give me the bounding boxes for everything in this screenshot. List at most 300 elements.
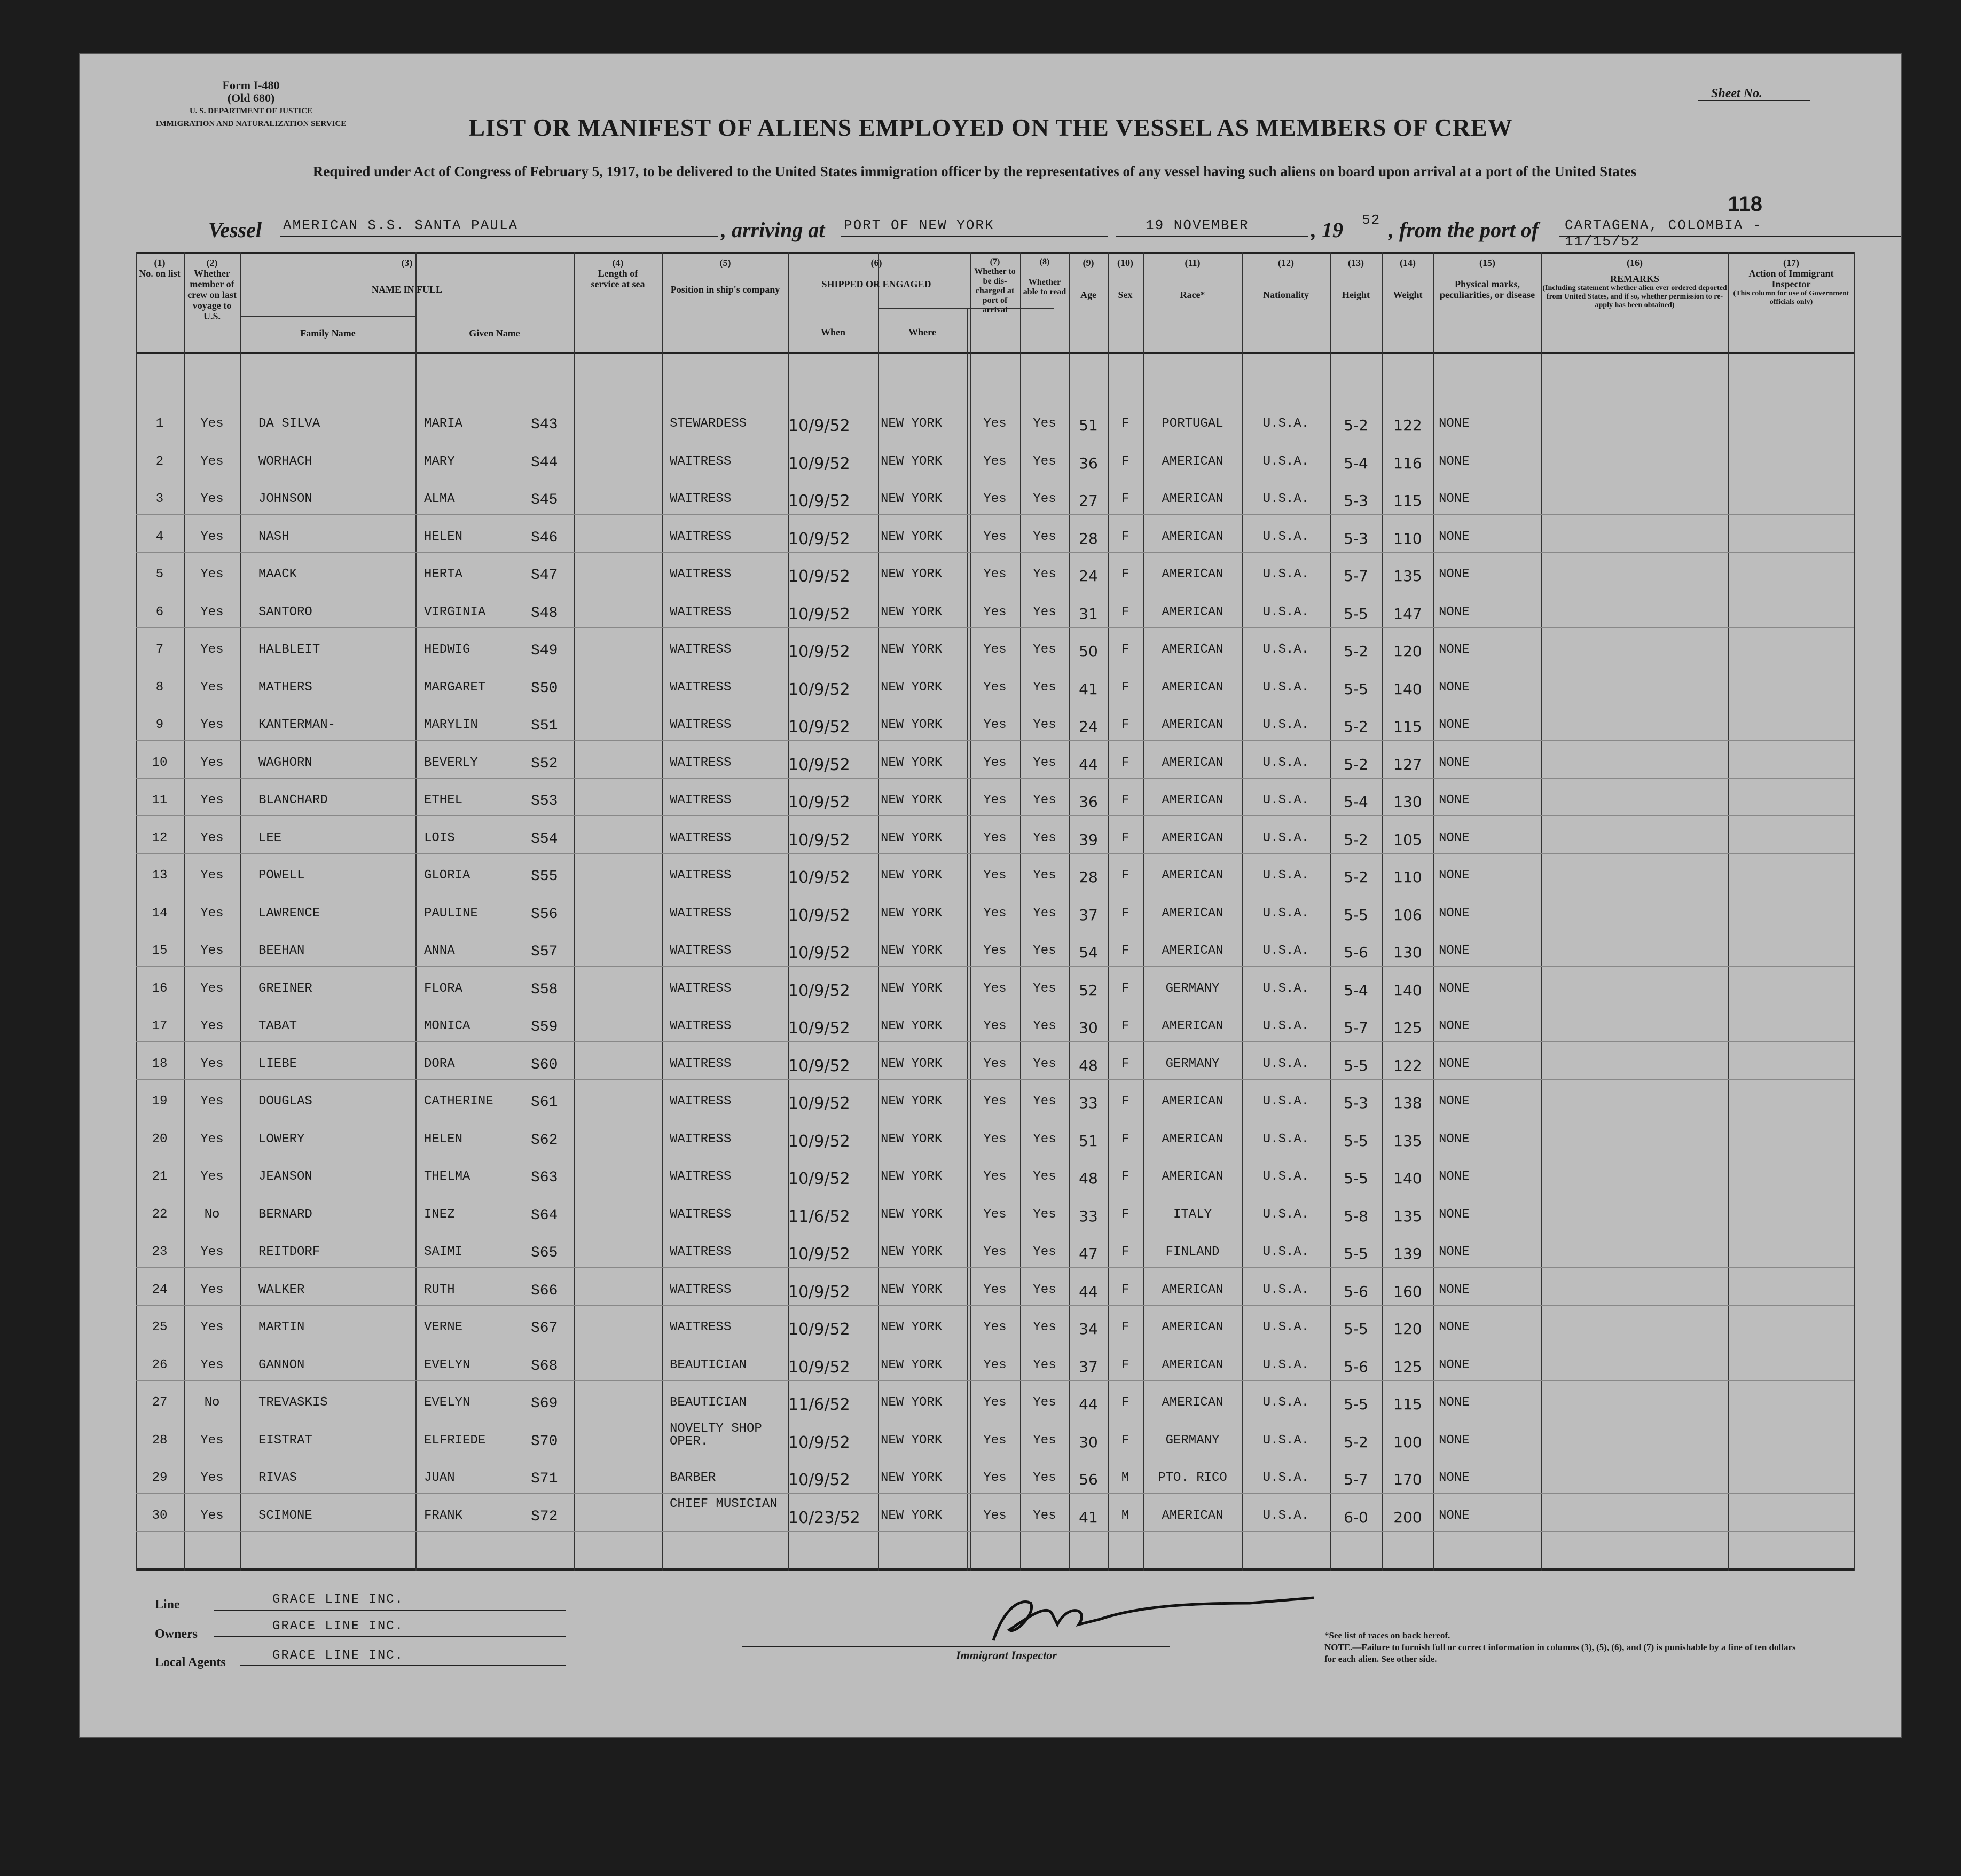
cell-marks: NONE — [1439, 1056, 1470, 1071]
cell-sex: F — [1121, 417, 1129, 431]
cell-code: S54 — [531, 830, 558, 847]
cell-sex: F — [1121, 1357, 1129, 1372]
cell-when: 10/9/52 — [788, 1433, 850, 1452]
cell-given: HERTA — [424, 567, 463, 582]
cell-no: 14 — [152, 906, 168, 921]
cell-family: MAACK — [258, 567, 297, 582]
cell-read: Yes — [1033, 1094, 1056, 1109]
cell-disch: Yes — [983, 1132, 1007, 1147]
cell-family: WAGHORN — [258, 755, 312, 770]
cell-code: S58 — [531, 981, 558, 998]
cell-where: NEW YORK — [881, 1094, 943, 1109]
manifest-sheet — [79, 53, 1902, 1738]
cell-read: Yes — [1033, 981, 1056, 996]
cell-position: WAITRESS — [670, 981, 732, 996]
cell-read: Yes — [1033, 492, 1056, 506]
col15-header: (15) Physical marks, peculiarities, or disease — [1439, 257, 1535, 300]
cell-where: NEW YORK — [881, 1508, 943, 1523]
cell-age: 33 — [1079, 1207, 1098, 1225]
cell-last: Yes — [200, 981, 224, 996]
cell-code: S63 — [531, 1169, 558, 1186]
cell-where: NEW YORK — [881, 1019, 943, 1033]
cell-no: 3 — [155, 492, 164, 506]
cell-no: 6 — [155, 605, 164, 619]
cell-given: BEVERLY — [424, 755, 478, 770]
cell-sex: F — [1121, 605, 1129, 619]
cell-weight: 130 — [1393, 793, 1422, 811]
cell-height: 5-6 — [1344, 944, 1368, 961]
cell-position: WAITRESS — [670, 642, 732, 657]
cell-nat: U.S.A. — [1262, 755, 1309, 770]
cell-family: TREVASKIS — [258, 1395, 328, 1410]
cell-when: 10/9/52 — [788, 868, 850, 887]
cell-where: NEW YORK — [881, 1169, 943, 1184]
cell-where: NEW YORK — [881, 755, 943, 770]
cell-when: 10/9/52 — [788, 1094, 850, 1113]
col10-header: (10) Sex — [1117, 257, 1133, 300]
cell-weight: 120 — [1393, 642, 1422, 660]
cell-weight: 135 — [1393, 567, 1422, 585]
cell-marks: NONE — [1439, 417, 1470, 431]
cell-marks: NONE — [1439, 680, 1470, 695]
cell-height: 5-6 — [1344, 1357, 1368, 1376]
cell-when: 10/9/52 — [788, 981, 850, 1000]
cell-disch: Yes — [983, 1207, 1007, 1222]
cell-read: Yes — [1033, 1169, 1056, 1184]
cell-weight: 140 — [1393, 680, 1422, 698]
cell-family: JOHNSON — [258, 492, 312, 506]
cell-marks: NONE — [1439, 1094, 1470, 1109]
cell-age: 37 — [1079, 1357, 1098, 1376]
cell-where: NEW YORK — [881, 1357, 943, 1372]
cell-when: 10/9/52 — [788, 529, 850, 548]
cell-no: 17 — [152, 1019, 168, 1033]
cell-last: Yes — [200, 454, 224, 469]
cell-disch: Yes — [983, 1169, 1007, 1184]
cell-sex: F — [1121, 680, 1129, 695]
cell-position: WAITRESS — [670, 944, 732, 958]
cell-where: NEW YORK — [881, 417, 943, 431]
cell-weight: 135 — [1393, 1207, 1422, 1225]
cell-sex: F — [1121, 1169, 1129, 1184]
form-number: Form I-480 — [222, 79, 280, 92]
cell-last: Yes — [200, 1320, 224, 1335]
cell-position: WAITRESS — [670, 906, 732, 921]
cell-no: 20 — [152, 1132, 168, 1147]
cell-age: 39 — [1079, 830, 1098, 849]
cell-code: S44 — [531, 454, 558, 471]
cell-where: NEW YORK — [881, 529, 943, 544]
cell-weight: 105 — [1393, 830, 1422, 849]
inspector-label: Immigrant Inspector — [956, 1649, 1057, 1662]
cell-race: GERMANY — [1165, 981, 1220, 996]
cell-read: Yes — [1033, 1395, 1056, 1410]
cell-nat: U.S.A. — [1262, 1471, 1309, 1485]
cell-weight: 115 — [1393, 1395, 1422, 1413]
cell-height: 5-5 — [1344, 680, 1368, 698]
cell-race: PTO. RICO — [1158, 1471, 1227, 1485]
cell-last: No — [204, 1207, 220, 1222]
cell-age: 36 — [1079, 454, 1098, 472]
cell-where: NEW YORK — [881, 454, 943, 469]
cell-family: GREINER — [258, 981, 312, 996]
cell-given: EVELYN — [424, 1357, 470, 1372]
cell-weight: 115 — [1393, 718, 1422, 735]
cell-race: AMERICAN — [1162, 680, 1223, 695]
cell-read: Yes — [1033, 830, 1056, 845]
cell-sex: F — [1121, 718, 1129, 732]
cell-age: 34 — [1079, 1320, 1098, 1338]
cell-where: NEW YORK — [881, 680, 943, 695]
cell-height: 5-2 — [1344, 1433, 1368, 1451]
cell-family: DA SILVA — [258, 417, 320, 431]
arriving-label: , arriving at — [721, 218, 825, 242]
cell-family: KANTERMAN- — [258, 718, 336, 732]
cell-height: 5-7 — [1344, 1471, 1368, 1488]
cell-family: NASH — [258, 529, 289, 544]
cell-code: S60 — [531, 1056, 558, 1073]
cell-nat: U.S.A. — [1262, 906, 1309, 921]
cell-read: Yes — [1033, 1433, 1056, 1448]
cell-height: 5-7 — [1344, 567, 1368, 585]
cell-given: MARY — [424, 454, 455, 469]
given-name-header: Given Name — [469, 328, 520, 339]
cell-marks: NONE — [1439, 944, 1470, 958]
cell-age: 27 — [1079, 492, 1098, 509]
when-header: When — [820, 327, 845, 337]
cell-when: 10/9/52 — [788, 906, 850, 925]
cell-where: NEW YORK — [881, 1320, 943, 1335]
cell-when: 10/9/52 — [788, 793, 850, 812]
cell-race: AMERICAN — [1162, 718, 1223, 732]
cell-read: Yes — [1033, 793, 1056, 807]
cell-code: S53 — [531, 793, 558, 810]
cell-sex: F — [1121, 567, 1129, 582]
cell-disch: Yes — [983, 830, 1007, 845]
cell-weight: 125 — [1393, 1019, 1422, 1037]
cell-no: 18 — [152, 1056, 168, 1071]
cell-disch: Yes — [983, 492, 1007, 506]
cell-read: Yes — [1033, 1320, 1056, 1335]
cell-weight: 135 — [1393, 1132, 1422, 1150]
cell-nat: U.S.A. — [1262, 1320, 1309, 1335]
col13-header: (13) Height — [1342, 257, 1370, 300]
arrival-port: PORT OF NEW YORK — [844, 217, 994, 233]
cell-last: Yes — [200, 755, 224, 770]
cell-code: S50 — [531, 680, 558, 697]
cell-disch: Yes — [983, 454, 1007, 469]
cell-marks: NONE — [1439, 492, 1470, 506]
cell-last: Yes — [200, 529, 224, 544]
cell-when: 10/9/52 — [788, 830, 850, 850]
cell-read: Yes — [1033, 1471, 1056, 1485]
cell-family: RIVAS — [258, 1471, 297, 1485]
col5-header: (5) Position in ship's company — [670, 257, 780, 295]
cell-disch: Yes — [983, 680, 1007, 695]
cell-when: 10/9/52 — [788, 1056, 850, 1076]
cell-where: NEW YORK — [881, 906, 943, 921]
cell-nat: U.S.A. — [1262, 1395, 1309, 1410]
cell-position: WAITRESS — [670, 567, 732, 582]
cell-family: SANTORO — [258, 605, 312, 619]
cell-disch: Yes — [983, 1094, 1007, 1109]
cell-marks: NONE — [1439, 1433, 1470, 1448]
cell-when: 10/9/52 — [788, 1132, 850, 1151]
cell-marks: NONE — [1439, 1019, 1470, 1033]
cell-height: 5-4 — [1344, 454, 1368, 472]
cell-sex: M — [1121, 1471, 1129, 1485]
cell-marks: NONE — [1439, 718, 1470, 732]
cell-no: 11 — [152, 793, 168, 807]
cell-position: STEWARDESS — [670, 417, 747, 431]
cell-given: MARGARET — [424, 680, 486, 695]
col3-header: (3) NAME IN FULL — [371, 257, 442, 295]
cell-code: S56 — [531, 906, 558, 923]
cell-disch: Yes — [983, 944, 1007, 958]
cell-height: 5-3 — [1344, 1094, 1368, 1112]
cell-given: FLORA — [424, 981, 463, 996]
cell-code: S46 — [531, 529, 558, 546]
cell-race: ITALY — [1173, 1207, 1212, 1222]
cell-no: 8 — [155, 680, 164, 695]
cell-weight: 122 — [1393, 1056, 1422, 1074]
cell-race: AMERICAN — [1162, 1132, 1223, 1147]
cell-height: 5-2 — [1344, 755, 1368, 773]
cell-read: Yes — [1033, 417, 1056, 431]
cell-no: 24 — [152, 1282, 168, 1297]
cell-disch: Yes — [983, 718, 1007, 732]
cell-sex: F — [1121, 454, 1129, 469]
cell-position: WAITRESS — [670, 454, 732, 469]
cell-position: BARBER — [670, 1471, 716, 1485]
cell-sex: F — [1121, 1019, 1129, 1033]
cell-when: 10/9/52 — [788, 417, 850, 435]
cell-code: S69 — [531, 1395, 558, 1412]
cell-position: WAITRESS — [670, 1207, 732, 1222]
cell-disch: Yes — [983, 1433, 1007, 1448]
cell-given: DORA — [424, 1056, 455, 1071]
cell-race: AMERICAN — [1162, 906, 1223, 921]
cell-given: FRANK — [424, 1508, 463, 1523]
cell-nat: U.S.A. — [1262, 868, 1309, 883]
cell-family: MARTIN — [258, 1320, 305, 1335]
cell-height: 5-5 — [1344, 1395, 1368, 1413]
cell-disch: Yes — [983, 1056, 1007, 1071]
cell-code: S61 — [531, 1094, 558, 1111]
cell-weight: 100 — [1393, 1433, 1422, 1451]
document-subtitle: Required under Act of Congress of February 5, 1917, to be delivered to the United States immigration officer by the representatives of any vessel having such aliens on board upon arrival at a port of the United States — [312, 163, 1637, 179]
cell-code: S59 — [531, 1019, 558, 1035]
vessel-label: Vessel — [208, 218, 262, 242]
cell-last: Yes — [200, 1433, 224, 1448]
cell-when: 10/9/52 — [788, 1245, 850, 1263]
cell-marks: NONE — [1439, 1357, 1470, 1372]
cell-code: S45 — [531, 492, 558, 508]
agents-value: GRACE LINE INC. — [272, 1649, 404, 1663]
cell-marks: NONE — [1439, 454, 1470, 469]
cell-family: BEEHAN — [258, 944, 305, 958]
cell-age: 30 — [1079, 1019, 1098, 1037]
cell-given: ELFRIEDE — [424, 1433, 486, 1448]
cell-when: 10/9/52 — [788, 1019, 850, 1038]
cell-height: 5-5 — [1344, 1132, 1368, 1150]
cell-no: 23 — [152, 1245, 168, 1259]
cell-given: MONICA — [424, 1019, 470, 1033]
cell-no: 15 — [152, 944, 168, 958]
cell-last: Yes — [200, 1357, 224, 1372]
cell-height: 5-8 — [1344, 1207, 1368, 1225]
cell-marks: NONE — [1439, 1395, 1470, 1410]
cell-weight: 147 — [1393, 605, 1422, 623]
cell-read: Yes — [1033, 567, 1056, 582]
cell-when: 10/9/52 — [788, 680, 850, 699]
cell-age: 30 — [1079, 1433, 1098, 1451]
cell-sex: F — [1121, 868, 1129, 883]
vessel-name: AMERICAN S.S. SANTA PAULA — [283, 217, 519, 233]
cell-read: Yes — [1033, 1508, 1056, 1523]
cell-marks: NONE — [1439, 868, 1470, 883]
cell-position: WAITRESS — [670, 680, 732, 695]
cell-given: ALMA — [424, 492, 455, 506]
cell-last: Yes — [200, 793, 224, 807]
cell-given: HELEN — [424, 1132, 463, 1147]
cell-age: 47 — [1079, 1245, 1098, 1262]
cell-code: S57 — [531, 944, 558, 960]
cell-last: No — [204, 1395, 220, 1410]
cell-given: INEZ — [424, 1207, 455, 1222]
cell-weight: 139 — [1393, 1245, 1422, 1262]
cell-height: 5-3 — [1344, 529, 1368, 547]
cell-nat: U.S.A. — [1262, 1056, 1309, 1071]
cell-where: NEW YORK — [881, 567, 943, 582]
cell-last: Yes — [200, 1471, 224, 1485]
cell-nat: U.S.A. — [1262, 944, 1309, 958]
cell-last: Yes — [200, 1169, 224, 1184]
line-label: Line — [155, 1598, 180, 1612]
cell-read: Yes — [1033, 1056, 1056, 1071]
cell-marks: NONE — [1439, 755, 1470, 770]
cell-family: LOWERY — [258, 1132, 305, 1147]
cell-race: AMERICAN — [1162, 755, 1223, 770]
cell-position: WAITRESS — [670, 1056, 732, 1071]
cell-no: 16 — [152, 981, 168, 996]
cell-marks: NONE — [1439, 642, 1470, 657]
cell-disch: Yes — [983, 417, 1007, 431]
cell-marks: NONE — [1439, 1132, 1470, 1147]
cell-race: AMERICAN — [1162, 529, 1223, 544]
cell-nat: U.S.A. — [1262, 981, 1309, 996]
cell-disch: Yes — [983, 605, 1007, 619]
cell-height: 5-4 — [1344, 793, 1368, 811]
cell-weight: 116 — [1393, 454, 1422, 472]
cell-code: S64 — [531, 1207, 558, 1224]
cell-height: 5-2 — [1344, 718, 1368, 735]
cell-last: Yes — [200, 868, 224, 883]
cell-when: 10/9/52 — [788, 1471, 850, 1489]
cell-last: Yes — [200, 944, 224, 958]
cell-position: WAITRESS — [670, 868, 732, 883]
cell-weight: 138 — [1393, 1094, 1422, 1112]
cell-no: 19 — [152, 1094, 168, 1109]
cell-height: 5-5 — [1344, 906, 1368, 924]
cell-nat: U.S.A. — [1262, 1357, 1309, 1372]
cell-last: Yes — [200, 1132, 224, 1147]
cell-when: 10/9/52 — [788, 1169, 850, 1188]
cell-marks: NONE — [1439, 1245, 1470, 1259]
cell-sex: F — [1121, 1320, 1129, 1335]
cell-where: NEW YORK — [881, 718, 943, 732]
cell-where: NEW YORK — [881, 1282, 943, 1297]
cell-age: 56 — [1079, 1471, 1098, 1488]
cell-read: Yes — [1033, 944, 1056, 958]
cell-race: AMERICAN — [1162, 1094, 1223, 1109]
cell-read: Yes — [1033, 1245, 1056, 1259]
cell-where: NEW YORK — [881, 830, 943, 845]
cell-where: NEW YORK — [881, 642, 943, 657]
cell-age: 51 — [1079, 417, 1098, 434]
cell-family: SCIMONE — [258, 1508, 312, 1523]
cell-sex: F — [1121, 1207, 1129, 1222]
cell-position: BEAUTICIAN — [670, 1357, 747, 1372]
races-note: *See list of races on back hereof. — [1324, 1630, 1450, 1640]
cell-family: EISTRAT — [258, 1433, 312, 1448]
cell-sex: F — [1121, 1433, 1129, 1448]
cell-disch: Yes — [983, 529, 1007, 544]
cell-sex: F — [1121, 529, 1129, 544]
cell-last: Yes — [200, 642, 224, 657]
cell-weight: 125 — [1393, 1357, 1422, 1376]
col14-header: (14) Weight — [1393, 257, 1423, 300]
cell-nat: U.S.A. — [1262, 830, 1309, 845]
cell-where: NEW YORK — [881, 868, 943, 883]
cell-no: 13 — [152, 868, 168, 883]
cell-no: 5 — [155, 567, 164, 582]
cell-height: 5-5 — [1344, 1245, 1368, 1262]
cell-where: NEW YORK — [881, 793, 943, 807]
cell-where: NEW YORK — [881, 1395, 943, 1410]
cell-nat: U.S.A. — [1262, 567, 1309, 582]
cell-family: POWELL — [258, 868, 305, 883]
cell-family: WALKER — [258, 1282, 305, 1297]
cell-marks: NONE — [1439, 1508, 1470, 1523]
cell-weight: 140 — [1393, 981, 1422, 999]
cell-race: AMERICAN — [1162, 868, 1223, 883]
cell-when: 10/23/52 — [788, 1508, 860, 1527]
cell-nat: U.S.A. — [1262, 642, 1309, 657]
cell-read: Yes — [1033, 1132, 1056, 1147]
cell-no: 22 — [152, 1207, 168, 1222]
cell-no: 10 — [152, 755, 168, 770]
cell-nat: U.S.A. — [1262, 1207, 1309, 1222]
cell-weight: 115 — [1393, 492, 1422, 509]
cell-race: AMERICAN — [1162, 1320, 1223, 1335]
owners-value: GRACE LINE INC. — [272, 1619, 404, 1634]
arrival-year: 52 — [1362, 212, 1381, 228]
cell-race: AMERICAN — [1162, 944, 1223, 958]
cell-when: 10/9/52 — [788, 755, 850, 774]
cell-marks: NONE — [1439, 1471, 1470, 1485]
cell-last: Yes — [200, 906, 224, 921]
cell-given: ANNA — [424, 944, 455, 958]
cell-last: Yes — [200, 1094, 224, 1109]
cell-nat: U.S.A. — [1262, 605, 1309, 619]
cell-given: SAIMI — [424, 1245, 463, 1259]
cell-family: BERNARD — [258, 1207, 312, 1222]
cell-when: 10/9/52 — [788, 1320, 850, 1339]
cell-sex: F — [1121, 755, 1129, 770]
cell-family: DOUGLAS — [258, 1094, 312, 1109]
penalty-note: NOTE.—Failure to furnish full or correct information in columns (3), (5), (6), and (7) is punishable by a fine of ten dollars for each alien. See other side. — [1324, 1642, 1796, 1664]
